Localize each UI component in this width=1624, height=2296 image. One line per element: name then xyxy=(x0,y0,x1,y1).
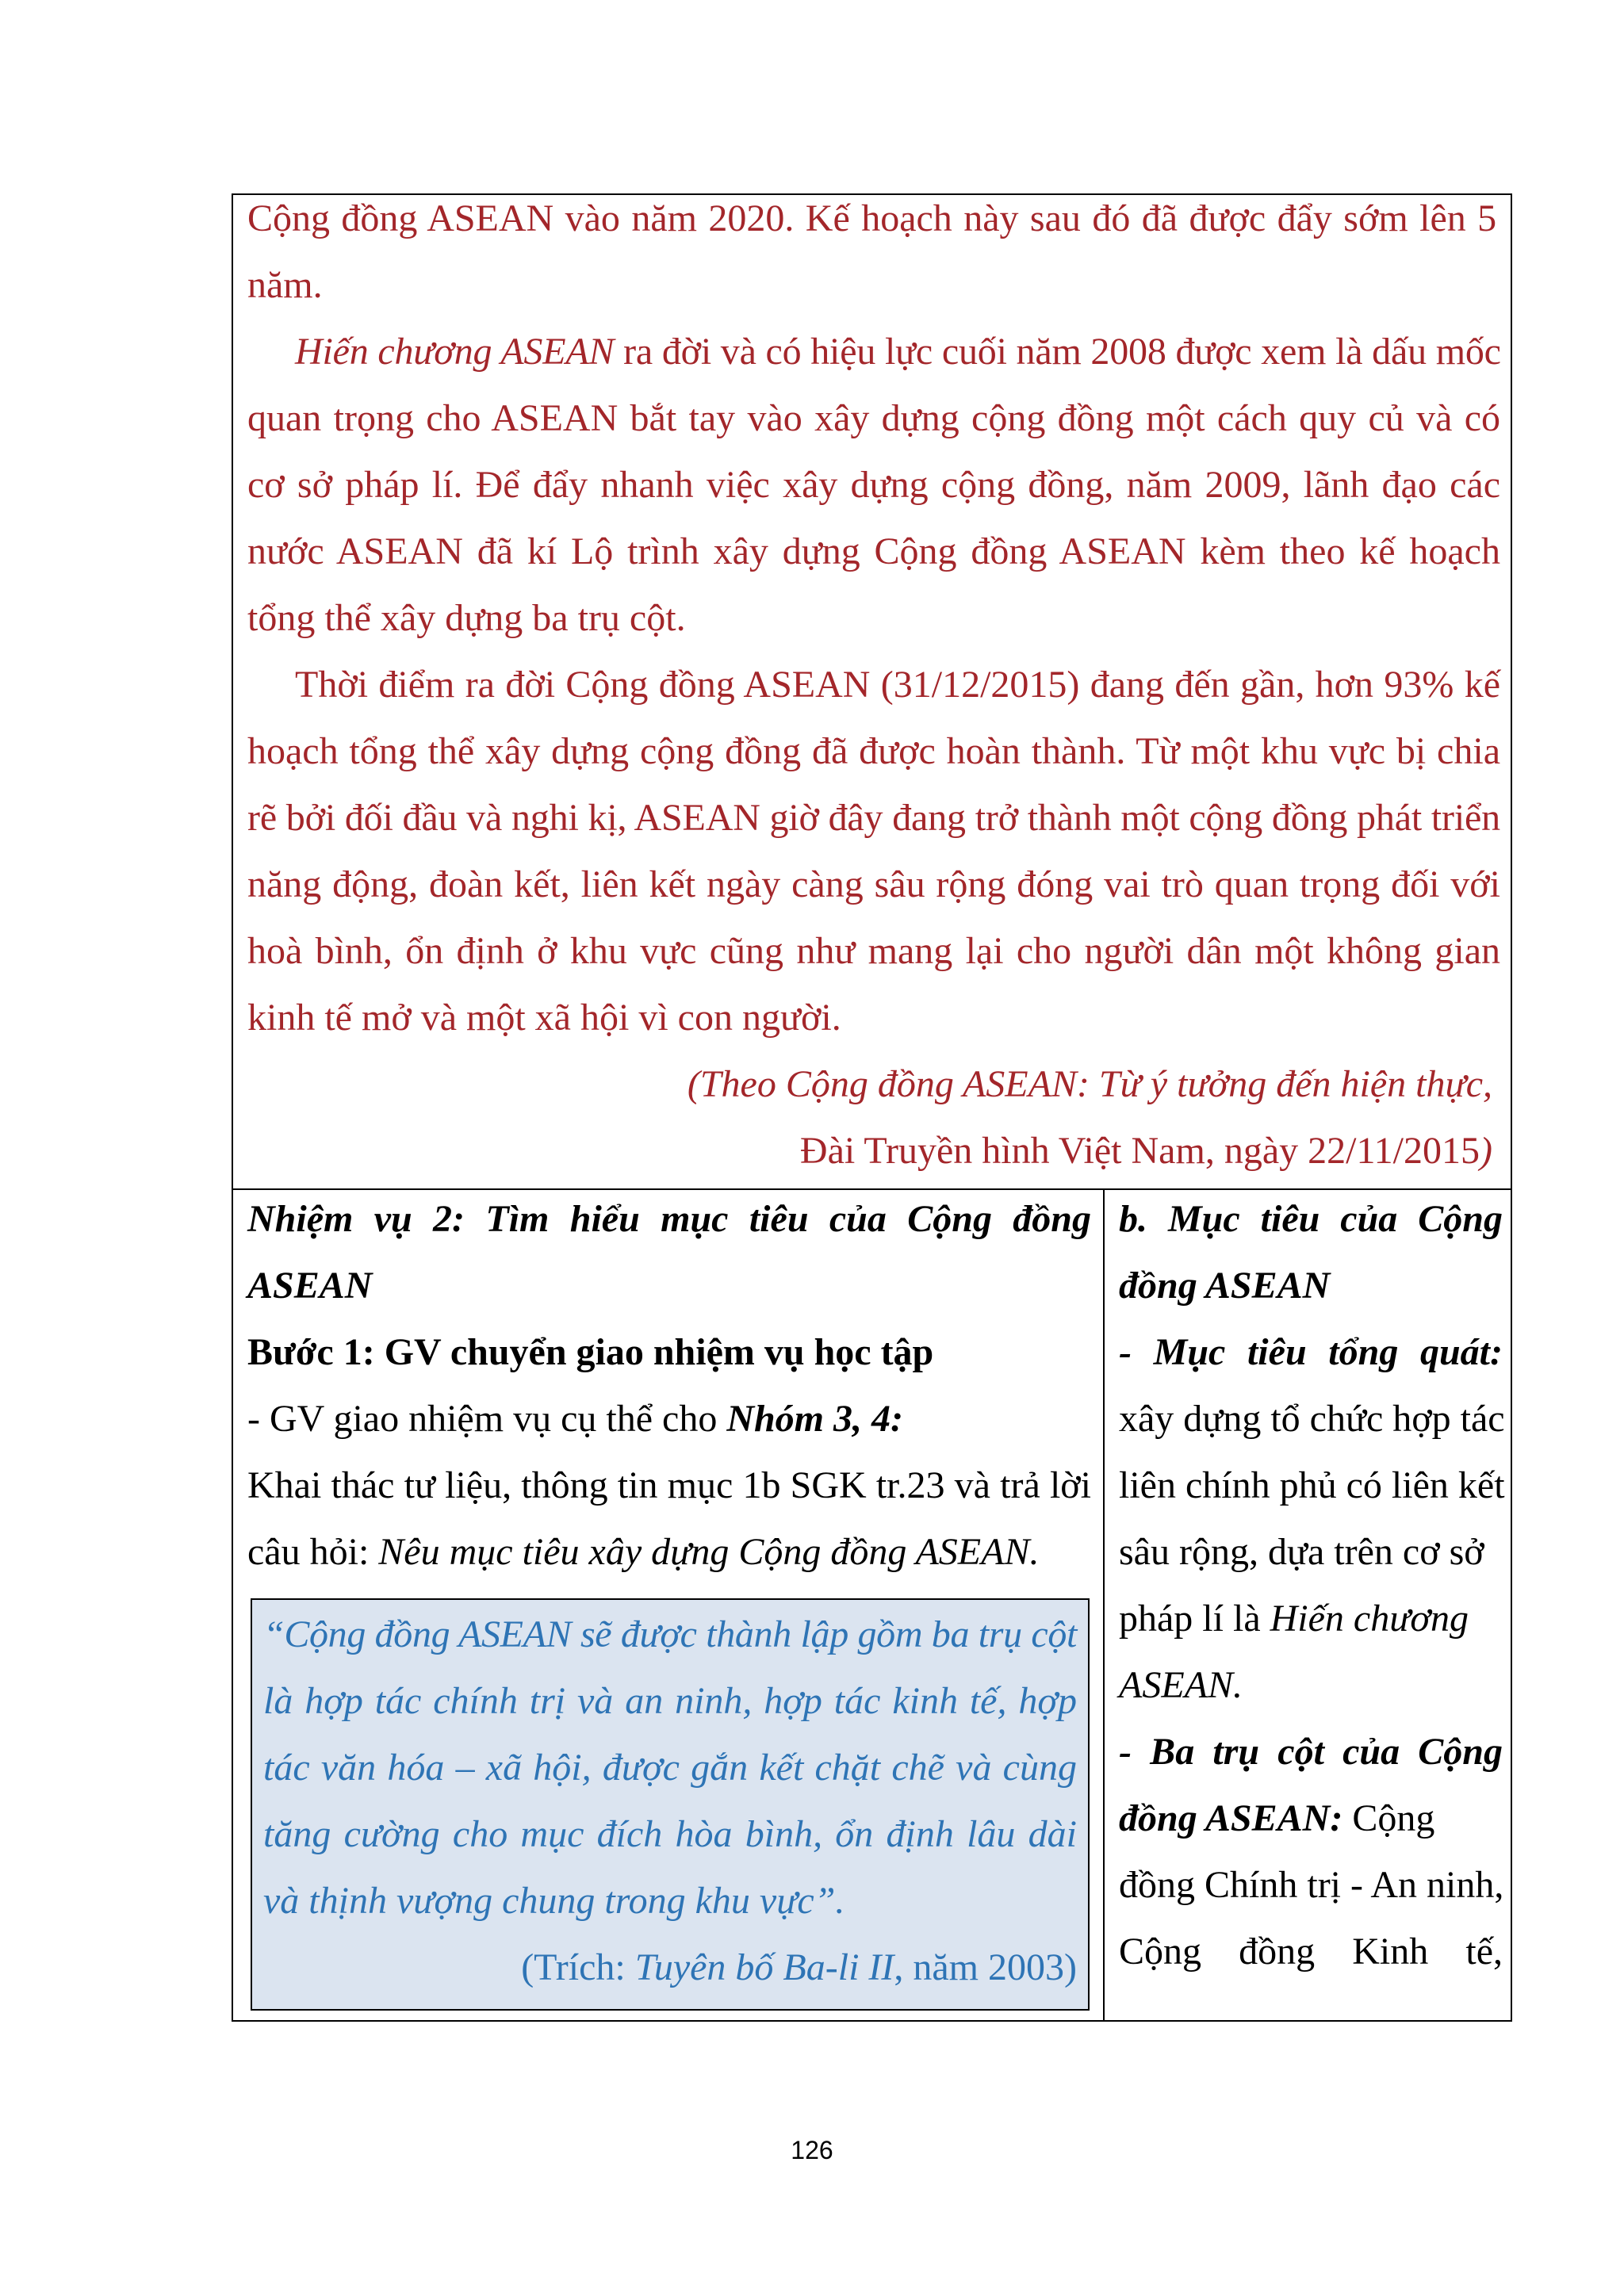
goal-line: liên chính phủ có liên kết xyxy=(1119,1464,1505,1506)
pillars-line: đồng ASEAN: Cộng xyxy=(1119,1797,1435,1839)
quote-citation: (Trích: Tuyên bố Ba-li II, năm 2003) xyxy=(521,1946,1077,1988)
paragraph-1-line: năm. xyxy=(247,264,323,306)
quote-line: là hợp tác chính trị và an ninh, hợp tác kinh tế, hợp xyxy=(263,1680,1077,1722)
paragraph-2-line: tổng thể xây dựng ba trụ cột. xyxy=(247,597,686,639)
paragraph-1-line: Cộng đồng ASEAN vào năm 2020. Kế hoạch này sau đó đã được đẩy sớm lên 5 xyxy=(247,197,1497,239)
question-text: Nêu mục tiêu xây dựng Cộng đồng ASEAN. xyxy=(378,1531,1040,1573)
goals-heading-cont: đồng ASEAN xyxy=(1119,1265,1331,1307)
assigned-groups: Nhóm 3, 4: xyxy=(726,1398,903,1440)
goal-line: sâu rộng, dựa trên cơ sở xyxy=(1119,1531,1484,1573)
task-heading: Nhiệm vụ 2: Tìm hiểu mục tiêu của Cộng đồng xyxy=(247,1198,1091,1240)
paragraph-3-line: Thời điểm ra đời Cộng đồng ASEAN (31/12/2015) đang đến gần, hơn 93% kế xyxy=(295,664,1500,706)
exploit-line: Khai thác tư liệu, thông tin mục 1b SGK tr.23 và trả lời xyxy=(247,1464,1091,1506)
paragraph-2-line: nước ASEAN đã kí Lộ trình xây dựng Cộng đồng ASEAN kèm theo kế hoạch xyxy=(247,530,1500,572)
quote-line: “Cộng đồng ASEAN sẽ được thành lập gồm ba trụ cột xyxy=(263,1613,1077,1655)
general-goal-label: - Mục tiêu tổng quát: xyxy=(1119,1331,1503,1373)
charter-title: Hiến chương ASEAN xyxy=(295,331,615,373)
quote-line: tăng cường cho mục đích hòa bình, ổn định lâu dài xyxy=(263,1813,1077,1855)
assign-line: - GV giao nhiệm vụ cụ thể cho Nhóm 3, 4: xyxy=(247,1398,903,1440)
pillars-line: Cộng đồng Kinh tế, xyxy=(1119,1931,1503,1973)
quote-line: tác văn hóa – xã hội, được gắn kết chặt chẽ và cùng xyxy=(263,1747,1077,1789)
source-line-2: Đài Truyền hình Việt Nam, ngày 22/11/2015) xyxy=(799,1130,1492,1172)
quote-line: và thịnh vượng chung trong khu vực”. xyxy=(263,1880,845,1922)
goals-heading: b. Mục tiêu của Cộng xyxy=(1119,1198,1503,1240)
goal-line: xây dựng tổ chức hợp tác xyxy=(1119,1398,1505,1440)
paragraph-3-line: rẽ bởi đối đầu và nghi kị, ASEAN giờ đây đang trở thành một cộng đồng phát triển xyxy=(247,797,1501,839)
paragraph-3-line: năng động, đoàn kết, liên kết ngày càng sâu rộng đóng vai trò quan trọng đối với xyxy=(247,863,1500,905)
question-line: câu hỏi: Nêu mục tiêu xây dựng Cộng đồng ASEAN. xyxy=(247,1531,1040,1573)
paragraph-2-line: cơ sở pháp lí. Để đẩy nhanh việc xây dựng cộng đồng, năm 2009, lãnh đạo các xyxy=(247,464,1500,506)
paragraph-3-line: kinh tế mở và một xã hội vì con người. xyxy=(247,997,841,1039)
paragraph-2-first-line: Hiến chương ASEAN ra đời và có hiệu lực cuối năm 2008 được xem là dấu mốc xyxy=(295,331,1501,373)
charter-name: ASEAN. xyxy=(1119,1664,1243,1706)
pillars-line: đồng Chính trị - An ninh, xyxy=(1119,1864,1504,1906)
step-1-heading: Bước 1: GV chuyển giao nhiệm vụ học tập xyxy=(247,1331,934,1373)
page-number: 126 xyxy=(791,2136,833,2164)
paragraph-3-line: hoà bình, ổn định ở khu vực cũng như mang lại cho người dân một không gian xyxy=(247,930,1500,972)
legal-line: pháp lí là Hiến chương xyxy=(1119,1598,1469,1640)
paragraph-3-line: hoạch tổng thể xây dựng cộng đồng đã được hoàn thành. Từ một khu vực bị chia xyxy=(247,730,1500,772)
source-line-1: (Theo Cộng đồng ASEAN: Từ ý tưởng đến hiện thực, xyxy=(687,1063,1492,1105)
pillars-label: - Ba trụ cột của Cộng xyxy=(1119,1731,1503,1773)
task-heading-cont: ASEAN xyxy=(247,1265,373,1307)
paragraph-2-line: quan trọng cho ASEAN bắt tay vào xây dựng cộng đồng một cách quy củ và có xyxy=(247,397,1500,439)
